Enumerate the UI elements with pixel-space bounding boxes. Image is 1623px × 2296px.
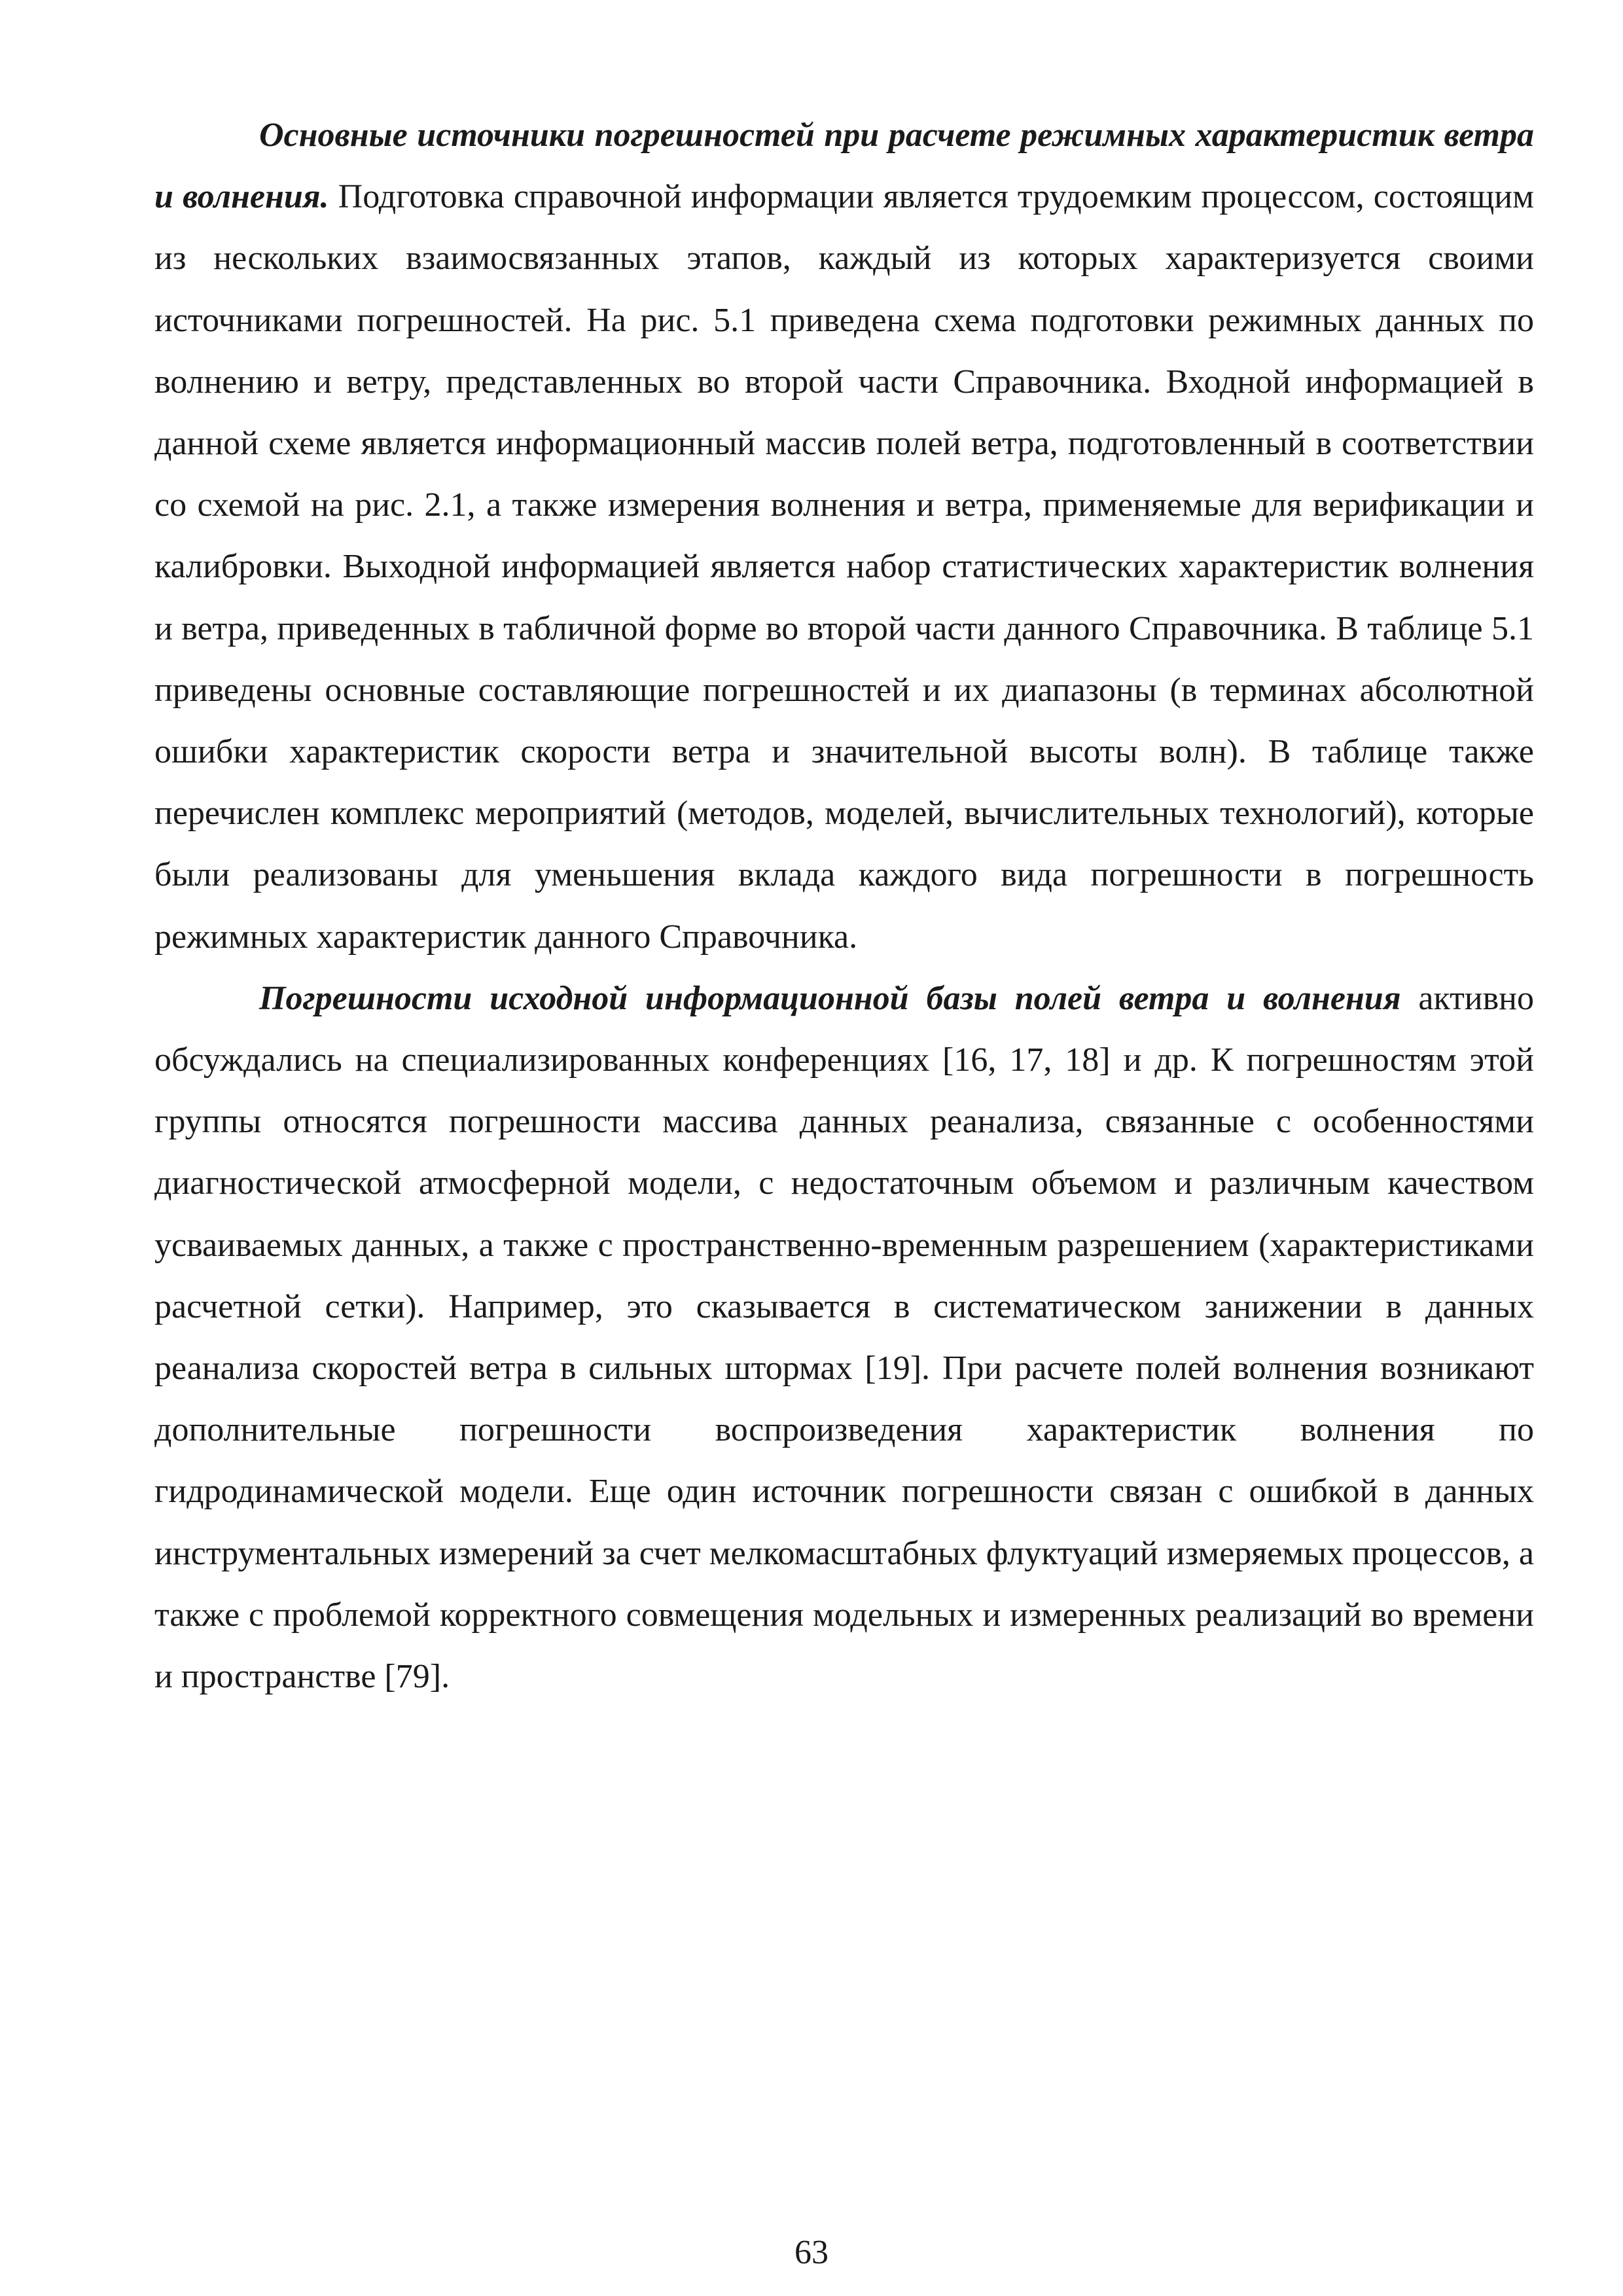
paragraph-lead: Погрешности исходной информационной базы полей ветра и волнения <box>259 979 1401 1017</box>
body-text <box>154 105 1534 1708</box>
page-number: 63 <box>794 2234 829 2271</box>
paragraph-error-sources <box>154 105 1534 968</box>
paragraph-text: активно обсуждались на специализированных конференциях [16, 17, 18] и др. К погрешностям этой группы относятся погрешности массива данных реанализа, связанные с особенностями диагностической атмосферной модели, с недостаточным объемом и различным качеством усваиваемых данных, а также с пространственно-временным разрешением (характеристиками расчетной сетки). Например, это сказывается в систематическом занижении в данных реанализа скоростей ветра в сильных штормах [19]. При расчете полей волнения возникают дополнительные погрешности воспроизведения характеристик волнения по гидродинамической модели. Еще один источник погрешности связан с ошибкой в данных инструментальных измерений за счет мелкомасштабных флуктуаций измеряемых процессов, а также с проблемой корректного совмещения модельных и измеренных реализаций во времени и пространстве [79]. <box>154 979 1534 1696</box>
paragraph-lead: Основные источники погрешностей при расчете режимных характеристик ветра и волнения. <box>154 117 1534 216</box>
paragraph-text: Подготовка справочной информации является трудоемким процессом, состоящим из нескольких взаимосвязанных этапов, каждый из которых характеризуется своими источниками погрешностей. На рис. 5.1 приведена схема подготовки режимных данных по волнению и ветру, представленных во второй части Справочника. Входной информацией в данной схеме является информационный массив полей ветра, подготовленный в соответствии со схемой на рис. 2.1, а также измерения волнения и ветра, применяемые для верификации и калибровки. Выходной информацией является набор статистических характеристик волнения и ветра, приведенных в табличной форме во второй части данного Справочника. В таблице 5.1 приведены основные составляющие погрешностей и их диапазоны (в терминах абсолютной ошибки характеристик скорости ветра и значительной высоты волн). В таблице также перечислен комплекс мероприятий (методов, моделей, вычислительных технологий), которые были реализованы для уменьшения вклада каждого вида погрешности в погрешность режимных характеристик данного Справочника. <box>154 178 1534 956</box>
paragraph-source-data-errors <box>154 968 1534 1708</box>
